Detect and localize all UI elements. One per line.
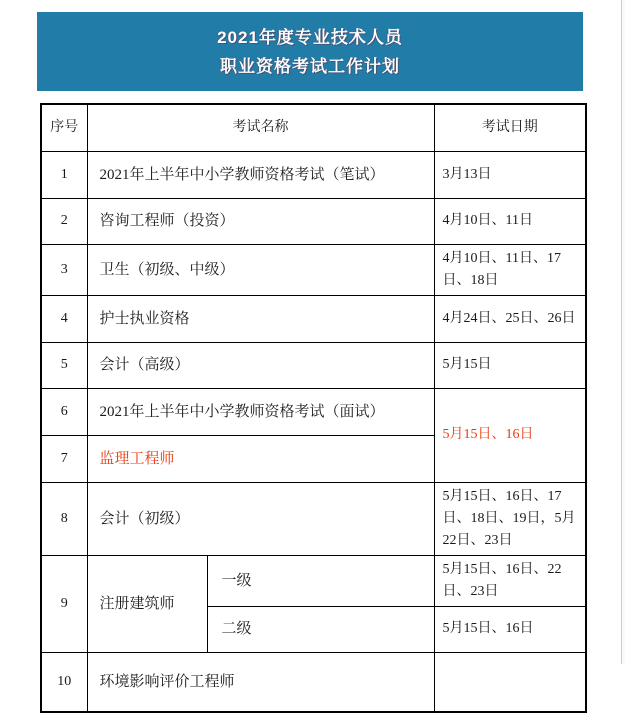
exam-date: 4月10日、11日、17日、18日 [434,244,586,295]
exam-name: 会计（高级） [87,342,434,388]
exam-level: 二级 [207,606,434,652]
exam-date: 3月13日 [434,151,586,198]
header-exam-date: 考试日期 [434,104,586,151]
exam-date: 4月24日、25日、26日 [434,295,586,342]
exam-schedule-table [40,103,587,713]
row-number: 8 [41,482,87,555]
row-number: 5 [41,342,87,388]
exam-name: 2021年上半年中小学教师资格考试（笔试） [87,151,434,198]
exam-date: 4月10日、11日 [434,198,586,244]
exam-name: 卫生（初级、中级） [87,244,434,295]
exam-name: 会计（初级） [87,482,434,555]
table-row [41,295,586,342]
exam-name: 注册建筑师 [87,555,207,652]
exam-level: 一级 [207,555,434,606]
exam-date: 5月15日、16日、22日、23日 [434,555,586,606]
page-edge-divider [621,0,625,664]
table-row [41,151,586,198]
exam-name: 2021年上半年中小学教师资格考试（面试） [87,388,434,435]
exam-date [434,652,586,712]
row-number: 1 [41,151,87,198]
row-number: 6 [41,388,87,435]
table-row [41,652,586,712]
row-number: 9 [41,555,87,652]
title-banner [37,12,583,91]
exam-name: 护士执业资格 [87,295,434,342]
exam-name: 环境影响评价工程师 [87,652,434,712]
row-number: 3 [41,244,87,295]
table-header-row [41,104,586,151]
table-row [41,342,586,388]
exam-name: 监理工程师 [87,435,434,482]
table-row [41,198,586,244]
row-number: 2 [41,198,87,244]
title-line-1: 2021年度专业技术人员 [217,28,403,47]
exam-date-merged: 5月15日、16日 [434,388,586,482]
table-row [41,482,586,555]
title-line-2: 职业资格考试工作计划 [220,57,400,76]
exam-date: 5月15日、16日、17日、18日、19日，5月22日、23日 [434,482,586,555]
table-row [41,388,586,435]
exam-date: 5月15日 [434,342,586,388]
row-number: 7 [41,435,87,482]
exam-name: 咨询工程师（投资） [87,198,434,244]
row-number: 4 [41,295,87,342]
header-exam-name: 考试名称 [87,104,434,151]
exam-date: 5月15日、16日 [434,606,586,652]
table-row [41,555,586,606]
row-number: 10 [41,652,87,712]
header-number: 序号 [41,104,87,151]
table-row [41,244,586,295]
